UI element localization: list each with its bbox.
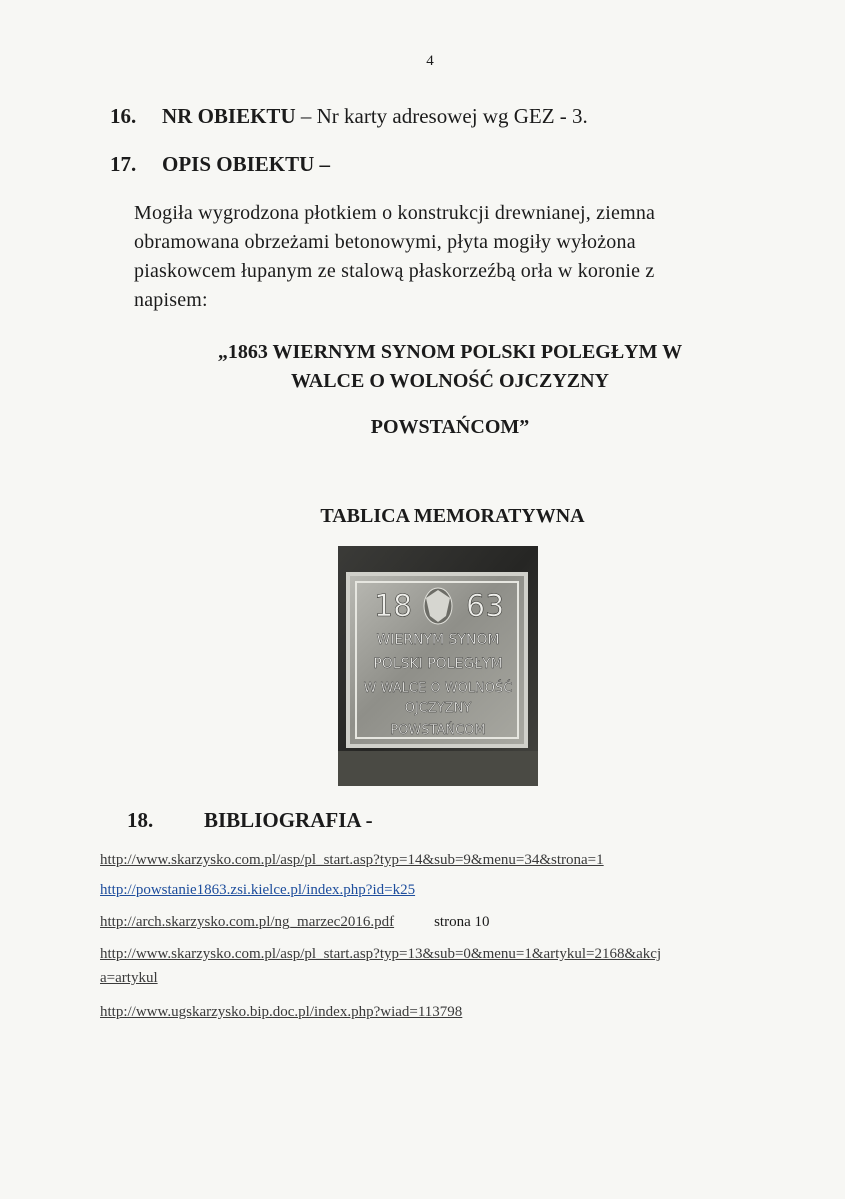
section-object-number (110, 104, 588, 129)
inscription-line: „1863 WIERNYM SYNOM POLSKI POLEGŁYM W (217, 341, 683, 363)
bibliography-link[interactable]: http://powstanie1863.zsi.kielce.pl/index.php?id=k25 (100, 882, 416, 898)
plaque-year-right: 63 (466, 589, 505, 624)
bibliography-link[interactable]: http://www.skarzysko.com.pl/asp/pl_start.asp?typ=13&sub=0&menu=1&artykul=2168&akcj (100, 946, 662, 962)
plaque-photo (338, 546, 538, 786)
plaque-line: W WALCE O WOLNOŚĆ (363, 681, 513, 696)
description-paragraph (134, 199, 754, 315)
section-number: 17. (110, 152, 137, 176)
description-line: piaskowcem łupanym ze stalową płaskorzeźbą orła w koronie z (134, 260, 655, 282)
bibliography-link[interactable]: http://arch.skarzysko.com.pl/ng_marzec2016.pdf (100, 914, 395, 930)
plaque-heading: TABLICA MEMORATYWNA (320, 505, 585, 527)
section-number: 18. (127, 808, 154, 832)
description-line: napisem: (134, 289, 208, 311)
eagle-icon (424, 588, 452, 624)
plaque-line: POLSKI POLEGŁYM (373, 656, 503, 672)
section-separator: – (295, 104, 317, 128)
bibliography-link[interactable]: http://www.ugskarzysko.bip.doc.pl/index.php?wiad=113798 (100, 1004, 463, 1020)
section-heading: OPIS OBIEKTU – (162, 152, 331, 176)
plaque-line: WIERNYM SYNOM (376, 632, 500, 648)
plaque-line: POWSTAŃCOM (390, 723, 486, 738)
plaque-year-left: 18 (374, 589, 413, 624)
bibliography-link[interactable]: http://www.skarzysko.com.pl/asp/pl_start.asp?typ=14&sub=9&menu=34&strona=1 (100, 852, 604, 868)
plaque-line: OJCZYZNY (404, 701, 472, 716)
description-line: obramowana obrzeżami betonowymi, płyta mogiły wyłożona (134, 231, 636, 253)
inscription-quote (0, 338, 845, 396)
section-number: 16. (110, 104, 137, 128)
inscription-line: POWSTAŃCOM” (370, 416, 530, 438)
section-bibliography (127, 808, 373, 833)
section-heading: BIBLIOGRAFIA - (204, 808, 373, 832)
plaque-photo-image (338, 546, 538, 786)
bibliography-note: strona 10 (434, 914, 490, 930)
bibliography-link-continuation[interactable]: a=artykul (100, 970, 158, 986)
description-line: Mogiła wygrodzona płotkiem o konstrukcji drewnianej, ziemna (134, 202, 656, 224)
section-text: Nr karty adresowej wg GEZ - 3. (316, 104, 588, 128)
page-number: 4 (426, 53, 434, 69)
inscription-line: WALCE O WOLNOŚĆ OJCZYZNY (290, 370, 610, 392)
section-object-description (110, 152, 330, 177)
section-heading: NR OBIEKTU (162, 104, 296, 128)
